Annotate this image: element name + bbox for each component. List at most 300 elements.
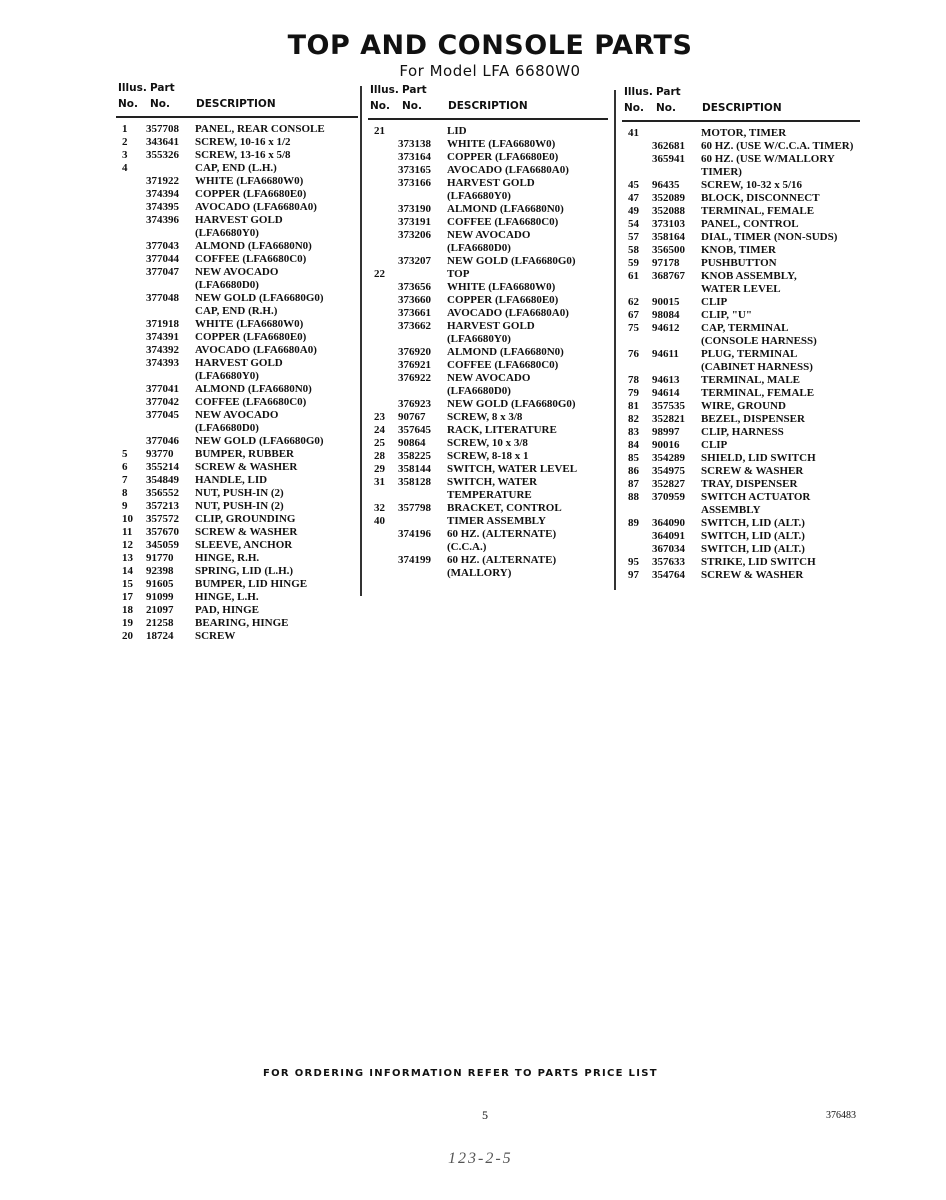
part-number: 362681: [652, 140, 685, 152]
parts-row: [622, 166, 860, 179]
parts-row: [116, 201, 358, 214]
parts-row: [368, 437, 608, 450]
parts-row: [622, 517, 860, 530]
part-description: COPPER (LFA6680E0): [447, 151, 559, 163]
part-number: 90015: [652, 296, 680, 308]
part-description: BEZEL, DISPENSER: [701, 413, 805, 425]
part-number: 377046: [146, 435, 179, 447]
part-number: 376920: [398, 346, 431, 358]
part-number: 377042: [146, 396, 179, 408]
part-description: 60 HZ. (USE W/MALLORY: [701, 153, 835, 165]
parts-row: [368, 346, 608, 359]
parts-row: [116, 188, 358, 201]
part-description: SCREW & WASHER: [195, 461, 298, 473]
illus-number: 4: [122, 162, 128, 174]
part-number: 377045: [146, 409, 179, 421]
illus-number: 88: [628, 491, 639, 503]
parts-row: [622, 361, 860, 374]
handwritten-note: 123-2-5: [448, 1150, 513, 1167]
part-description: KNOB, TIMER: [701, 244, 776, 256]
part-number: 21097: [146, 604, 174, 616]
part-description: WHITE (LFA6680W0): [447, 138, 556, 150]
illus-number: 45: [628, 179, 639, 191]
page-title: TOP AND CONSOLE PARTS: [287, 30, 693, 61]
part-number: 371918: [146, 318, 179, 330]
parts-row: [116, 396, 358, 409]
illus-number: 2: [122, 136, 128, 148]
part-number: 376922: [398, 372, 431, 384]
parts-row: [622, 335, 860, 348]
part-number: 373103: [652, 218, 685, 230]
part-number: 358225: [398, 450, 431, 462]
parts-row: [622, 504, 860, 517]
part-description: COFFEE (LFA6680C0): [447, 359, 559, 371]
parts-row: [622, 283, 860, 296]
part-number: 352821: [652, 413, 685, 425]
parts-row: [622, 296, 860, 309]
parts-row: [622, 218, 860, 231]
parts-row: [368, 216, 608, 229]
part-description: (LFA6680D0): [447, 385, 511, 397]
part-number: 352088: [652, 205, 685, 217]
parts-row: [116, 136, 358, 149]
parts-row: [622, 387, 860, 400]
part-description: SWITCH ACTUATOR: [701, 491, 811, 503]
part-description: HARVEST GOLD: [195, 357, 283, 369]
part-number: 357708: [146, 123, 179, 135]
part-description: SCREW: [195, 630, 236, 642]
illus-number: 41: [628, 127, 639, 139]
part-number: 354975: [652, 465, 685, 477]
illus-number: 1: [122, 123, 128, 135]
part-description: CLIP, GROUNDING: [195, 513, 296, 525]
part-description: CLIP, HARNESS: [701, 426, 784, 438]
part-number: 91770: [146, 552, 174, 564]
parts-row: [622, 205, 860, 218]
parts-column-3: [622, 86, 860, 582]
part-description: SWITCH, WATER LEVEL: [447, 463, 578, 475]
parts-row: [368, 320, 608, 333]
part-number: 376921: [398, 359, 431, 371]
part-number: 365941: [652, 153, 685, 165]
parts-row: [622, 127, 860, 140]
part-description: NUT, PUSH-IN (2): [195, 500, 284, 512]
part-number: 377047: [146, 266, 179, 278]
parts-row: [368, 372, 608, 385]
illus-number: 97: [628, 569, 639, 581]
parts-row: [368, 307, 608, 320]
part-description: BEARING, HINGE: [195, 617, 289, 629]
parts-row: [622, 244, 860, 257]
part-description: (CABINET HARNESS): [701, 361, 813, 373]
part-description: NEW GOLD (LFA6680G0): [447, 255, 576, 267]
illus-number: 76: [628, 348, 639, 360]
parts-row: [368, 229, 608, 242]
illus-number: 13: [122, 552, 133, 564]
part-number: 373662: [398, 320, 431, 332]
parts-row: [368, 294, 608, 307]
part-description: COPPER (LFA6680E0): [195, 188, 307, 200]
illus-number: 12: [122, 539, 133, 551]
parts-row: [116, 357, 358, 370]
parts-row: [622, 179, 860, 192]
column-header: [368, 100, 608, 120]
parts-row: [116, 175, 358, 188]
part-number: 91099: [146, 591, 174, 603]
part-description: CAP, TERMINAL: [701, 322, 789, 334]
part-number: 357670: [146, 526, 179, 538]
illus-number: 17: [122, 591, 133, 603]
parts-row: [368, 398, 608, 411]
part-number: 90016: [652, 439, 680, 451]
part-description: PLUG, TERMINAL: [701, 348, 798, 360]
part-number: 98084: [652, 309, 680, 321]
part-description: NEW AVOCADO: [447, 372, 531, 384]
part-description: (LFA6680Y0): [195, 227, 259, 239]
part-description: HARVEST GOLD: [195, 214, 283, 226]
part-number: 377044: [146, 253, 179, 265]
part-description: WATER LEVEL: [701, 283, 781, 295]
part-no-label: No.: [150, 98, 170, 110]
part-description: AVOCADO (LFA6680A0): [195, 201, 317, 213]
part-number: 373138: [398, 138, 431, 150]
column-header-top: [116, 82, 358, 98]
parts-row: [368, 554, 608, 567]
part-description: PANEL, REAR CONSOLE: [195, 123, 325, 135]
parts-row: [116, 214, 358, 227]
part-description: CLIP, "U": [701, 309, 752, 321]
part-number: 374392: [146, 344, 179, 356]
parts-row: [116, 565, 358, 578]
part-description: DIAL, TIMER (NON-SUDS): [701, 231, 838, 243]
parts-row: [116, 617, 358, 630]
parts-row: [368, 541, 608, 554]
parts-row: [622, 478, 860, 491]
part-number: 376923: [398, 398, 431, 410]
parts-row: [116, 279, 358, 292]
parts-row: [368, 125, 608, 138]
part-description: (LFA6680D0): [195, 422, 259, 434]
parts-row: [116, 253, 358, 266]
parts-row: [116, 266, 358, 279]
part-description: SCREW, 10 x 3/8: [447, 437, 528, 449]
part-description: CLIP: [701, 439, 728, 451]
parts-row: [116, 383, 358, 396]
part-description: SWITCH, LID (ALT.): [701, 543, 805, 555]
part-description: ASSEMBLY: [701, 504, 761, 516]
illus-number: 83: [628, 426, 639, 438]
parts-row: [116, 578, 358, 591]
illus-label: Illus.: [370, 84, 399, 96]
parts-row: [116, 487, 358, 500]
part-description: NEW GOLD (LFA6680G0): [447, 398, 576, 410]
part-description: SCREW & WASHER: [701, 465, 804, 477]
part-description: BRACKET, CONTROL: [447, 502, 562, 514]
parts-row: [368, 424, 608, 437]
parts-row: [116, 539, 358, 552]
illus-label: Illus.: [624, 86, 653, 98]
part-number: 356500: [652, 244, 685, 256]
parts-row: [116, 409, 358, 422]
illus-number: 82: [628, 413, 639, 425]
part-description: ALMOND (LFA6680N0): [447, 203, 564, 215]
parts-row: [116, 292, 358, 305]
part-description: TERMINAL, MALE: [701, 374, 801, 386]
parts-row: [622, 270, 860, 283]
illus-number: 21: [374, 125, 385, 137]
part-description: NEW AVOCADO: [447, 229, 531, 241]
part-description: SCREW, 10-32 x 5/16: [701, 179, 803, 191]
parts-row: [622, 413, 860, 426]
parts-row: [368, 164, 608, 177]
illus-number: 9: [122, 500, 128, 512]
part-description: NUT, PUSH-IN (2): [195, 487, 284, 499]
parts-row: [368, 268, 608, 281]
part-label: Part: [402, 84, 427, 96]
part-description: 60 HZ. (ALTERNATE): [447, 528, 557, 540]
illus-number: 19: [122, 617, 133, 629]
illus-number: 89: [628, 517, 639, 529]
part-description: NEW GOLD (LFA6680G0): [195, 292, 324, 304]
illus-number: 87: [628, 478, 639, 490]
illus-number: 8: [122, 487, 128, 499]
illus-number: 57: [628, 231, 639, 243]
illus-number: 61: [628, 270, 639, 282]
part-number: 97178: [652, 257, 680, 269]
description-label: DESCRIPTION: [196, 98, 276, 110]
part-description: SCREW, 8 x 3/8: [447, 411, 523, 423]
illus-number: 5: [122, 448, 128, 460]
part-number: 373166: [398, 177, 431, 189]
illus-number: 54: [628, 218, 639, 230]
ordering-note: FOR ORDERING INFORMATION REFER TO PARTS PRICE LIST: [263, 1068, 658, 1079]
parts-row: [622, 153, 860, 166]
illus-no-label: No.: [118, 98, 138, 110]
part-description: BUMPER, RUBBER: [195, 448, 295, 460]
part-description: LID: [447, 125, 467, 137]
parts-row: [116, 552, 358, 565]
parts-column-1: [116, 82, 358, 643]
illus-number: 7: [122, 474, 128, 486]
part-description: SWITCH, WATER: [447, 476, 538, 488]
part-no-label: No.: [402, 100, 422, 112]
illus-no-label: No.: [624, 102, 644, 114]
parts-row: [116, 630, 358, 643]
description-label: DESCRIPTION: [702, 102, 782, 114]
part-number: 355214: [146, 461, 179, 473]
part-number: 357645: [398, 424, 431, 436]
parts-row: [116, 331, 358, 344]
part-number: 373661: [398, 307, 431, 319]
part-description: TEMPERATURE: [447, 489, 532, 501]
parts-row: [368, 450, 608, 463]
illus-number: 32: [374, 502, 385, 514]
part-description: (C.C.A.): [447, 541, 487, 553]
part-number: 358164: [652, 231, 685, 243]
illus-number: 59: [628, 257, 639, 269]
part-number: 94614: [652, 387, 680, 399]
part-description: STRIKE, LID SWITCH: [701, 556, 816, 568]
part-description: TIMER ASSEMBLY: [447, 515, 546, 527]
part-number: 358144: [398, 463, 431, 475]
part-description: NEW AVOCADO: [195, 266, 279, 278]
part-description: 60 HZ. (USE W/C.C.A. TIMER): [701, 140, 854, 152]
parts-row: [368, 255, 608, 268]
part-description: NEW AVOCADO: [195, 409, 279, 421]
part-description: CLIP: [701, 296, 728, 308]
parts-row: [368, 463, 608, 476]
part-number: 355326: [146, 149, 179, 161]
parts-row: [368, 151, 608, 164]
part-description: SCREW & WASHER: [701, 569, 804, 581]
illus-number: 67: [628, 309, 639, 321]
illus-number: 22: [374, 268, 385, 280]
parts-row: [116, 318, 358, 331]
part-description: (LFA6680Y0): [447, 333, 511, 345]
parts-row: [116, 461, 358, 474]
part-number: 357535: [652, 400, 685, 412]
part-description: HANDLE, LID: [195, 474, 268, 486]
parts-row: [116, 591, 358, 604]
illus-number: 95: [628, 556, 639, 568]
part-description: HINGE, L.H.: [195, 591, 259, 603]
part-description: WIRE, GROUND: [701, 400, 786, 412]
part-number: 373165: [398, 164, 431, 176]
illus-number: 81: [628, 400, 639, 412]
illus-number: 23: [374, 411, 385, 423]
part-no-label: No.: [656, 102, 676, 114]
part-number: 352089: [652, 192, 685, 204]
part-number: 373207: [398, 255, 431, 267]
parts-row: [368, 476, 608, 489]
part-number: 94612: [652, 322, 680, 334]
part-number: 373206: [398, 229, 431, 241]
illus-number: 11: [122, 526, 133, 538]
parts-row: [116, 370, 358, 383]
illus-number: 86: [628, 465, 639, 477]
part-description: RACK, LITERATURE: [447, 424, 557, 436]
part-number: 18724: [146, 630, 174, 642]
document-number: 376483: [826, 1110, 856, 1121]
parts-row: [368, 333, 608, 346]
parts-row: [622, 439, 860, 452]
illus-number: 20: [122, 630, 133, 642]
part-description: TIMER): [701, 166, 742, 178]
parts-row: [622, 231, 860, 244]
part-description: SLEEVE, ANCHOR: [195, 539, 293, 551]
illus-number: 49: [628, 205, 639, 217]
part-number: 373164: [398, 151, 431, 163]
parts-row: [116, 500, 358, 513]
part-description: (LFA6680Y0): [447, 190, 511, 202]
part-description: SCREW & WASHER: [195, 526, 298, 538]
part-description: COFFEE (LFA6680C0): [447, 216, 559, 228]
part-description: TERMINAL, FEMALE: [701, 205, 815, 217]
part-number: 371922: [146, 175, 179, 187]
part-number: 90864: [398, 437, 426, 449]
part-description: TRAY, DISPENSER: [701, 478, 798, 490]
part-description: (CONSOLE HARNESS): [701, 335, 817, 347]
part-description: HINGE, R.H.: [195, 552, 260, 564]
parts-row: [368, 138, 608, 151]
part-number: 367034: [652, 543, 685, 555]
part-number: 373660: [398, 294, 431, 306]
part-description: SWITCH, LID (ALT.): [701, 517, 805, 529]
parts-row: [622, 400, 860, 413]
part-description: SCREW, 8-18 x 1: [447, 450, 529, 462]
parts-row: [116, 240, 358, 253]
parts-row: [622, 192, 860, 205]
parts-row: [368, 567, 608, 580]
part-number: 92398: [146, 565, 174, 577]
part-number: 21258: [146, 617, 174, 629]
parts-row: [116, 305, 358, 318]
parts-row: [368, 489, 608, 502]
part-description: PANEL, CONTROL: [701, 218, 799, 230]
parts-row: [622, 348, 860, 361]
part-description: ALMOND (LFA6680N0): [447, 346, 564, 358]
parts-row: [622, 491, 860, 504]
illus-number: 6: [122, 461, 128, 473]
part-number: 357798: [398, 502, 431, 514]
part-number: 91605: [146, 578, 174, 590]
part-number: 94613: [652, 374, 680, 386]
part-description: PUSHBUTTON: [701, 257, 777, 269]
part-number: 357572: [146, 513, 179, 525]
parts-row: [116, 344, 358, 357]
part-number: 377048: [146, 292, 179, 304]
part-number: 352827: [652, 478, 685, 490]
part-description: (LFA6680Y0): [195, 370, 259, 382]
parts-row: [116, 422, 358, 435]
part-description: BLOCK, DISCONNECT: [701, 192, 820, 204]
illus-number: 62: [628, 296, 639, 308]
illus-number: 75: [628, 322, 639, 334]
part-number: 364090: [652, 517, 685, 529]
parts-row: [368, 502, 608, 515]
parts-row: [622, 426, 860, 439]
part-description: (LFA6680D0): [447, 242, 511, 254]
illus-number: 25: [374, 437, 385, 449]
parts-row: [368, 411, 608, 424]
parts-row: [368, 281, 608, 294]
illus-number: 84: [628, 439, 639, 451]
illus-number: 14: [122, 565, 133, 577]
part-description: ALMOND (LFA6680N0): [195, 240, 312, 252]
parts-row: [368, 385, 608, 398]
parts-column-2: [368, 84, 608, 580]
part-number: 94611: [652, 348, 679, 360]
illus-number: 85: [628, 452, 639, 464]
illus-number: 47: [628, 192, 639, 204]
part-number: 368767: [652, 270, 685, 282]
part-description: COFFEE (LFA6680C0): [195, 396, 307, 408]
part-number: 374395: [146, 201, 179, 213]
part-number: 354764: [652, 569, 685, 581]
part-number: 370959: [652, 491, 685, 503]
part-description: AVOCADO (LFA6680A0): [447, 164, 569, 176]
part-description: COFFEE (LFA6680C0): [195, 253, 307, 265]
part-number: 345059: [146, 539, 179, 551]
part-description: ALMOND (LFA6680N0): [195, 383, 312, 395]
parts-row: [622, 374, 860, 387]
part-number: 373656: [398, 281, 431, 293]
parts-row: [622, 465, 860, 478]
illus-number: 28: [374, 450, 385, 462]
part-description: (LFA6680D0): [195, 279, 259, 291]
parts-row: [368, 528, 608, 541]
part-description: SWITCH, LID (ALT.): [701, 530, 805, 542]
